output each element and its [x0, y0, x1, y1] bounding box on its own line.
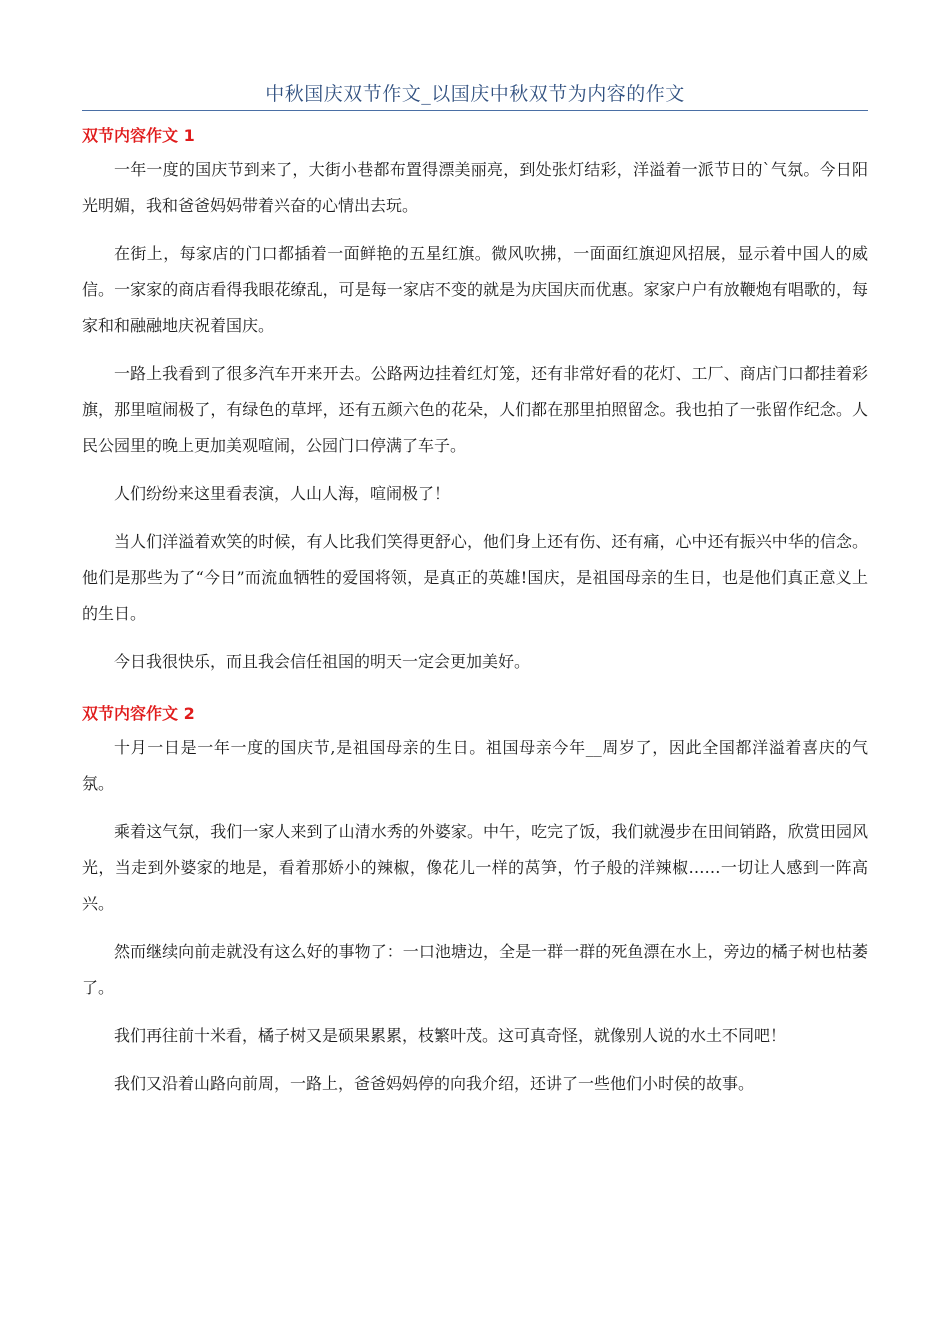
paragraph: 人们纷纷来这里看表演，人山人海，喧闹极了！: [114, 484, 451, 503]
page-title: 中秋国庆双节作文_以国庆中秋双节为内容的作文: [265, 83, 685, 105]
paragraph: 在街上，每家店的门口都插着一面鲜艳的五星红旗。微风吹拂，一面面红旗迎风招展，显示着中国人的威信。一家家的商店看得我眼花缭乱，可是每一家店不变的就是为庆国庆而优惠。家家户户有放鞭炮有唱歌的，每家和和融融地庆祝着国庆。: [82, 244, 868, 335]
paragraph: 然而继续向前走就没有这么好的事物了：一口池塘边，全是一群一群的死鱼漂在水上，旁边的橘子树也枯萎了。: [82, 942, 868, 997]
section-heading: 双节内容作文 1: [82, 126, 195, 145]
page-header: [82, 80, 868, 111]
paragraph: 当人们洋溢着欢笑的时候，有人比我们笑得更舒心，他们身上还有伤、还有痛，心中还有振兴中华的信念。他们是那些为了“今日”而流血牺牲的爱国将领，是真正的英雄!国庆，是祖国母亲的生日，也是他们真正意义上的生日。: [82, 532, 868, 623]
paragraph: 一年一度的国庆节到来了，大街小巷都布置得漂美丽亮，到处张灯结彩，洋溢着一派节日的`气氛。今日阳光明媚，我和爸爸妈妈带着兴奋的心情出去玩。: [82, 160, 868, 215]
essay-section-1: [82, 124, 868, 680]
paragraph: 我们又沿着山路向前周，一路上，爸爸妈妈停的向我介绍，还讲了一些他们小时侯的故事。: [114, 1074, 755, 1093]
section-heading: 双节内容作文 2: [82, 704, 195, 723]
essay-section-2: [82, 702, 868, 1102]
paragraph: 今日我很快乐，而且我会信任祖国的明天一定会更加美好。: [114, 652, 531, 671]
document-body: [82, 124, 868, 1114]
paragraph: 乘着这气氛，我们一家人来到了山清水秀的外婆家。中午，吃完了饭，我们就漫步在田间销路，欣赏田园风光，当走到外婆家的地是，看着那娇小的辣椒，像花儿一样的莴笋，竹子般的洋辣椒……一切让人感到一阵高兴。: [82, 822, 868, 913]
paragraph: 一路上我看到了很多汽车开来开去。公路两边挂着红灯笼，还有非常好看的花灯、工厂、商店门口都挂着彩旗，那里喧闹极了，有绿色的草坪，还有五颜六色的花朵，人们都在那里拍照留念。我也拍了一张留作纪念。人民公园里的晚上更加美观喧闹，公园门口停满了车子。: [82, 364, 868, 455]
paragraph: 十月一日是一年一度的国庆节,是祖国母亲的生日。祖国母亲今年__周岁了，因此全国都洋溢着喜庆的气氛。: [82, 738, 868, 793]
paragraph: 我们再往前十米看，橘子树又是硕果累累，枝繁叶茂。这可真奇怪，就像别人说的水土不同吧！: [114, 1026, 787, 1045]
